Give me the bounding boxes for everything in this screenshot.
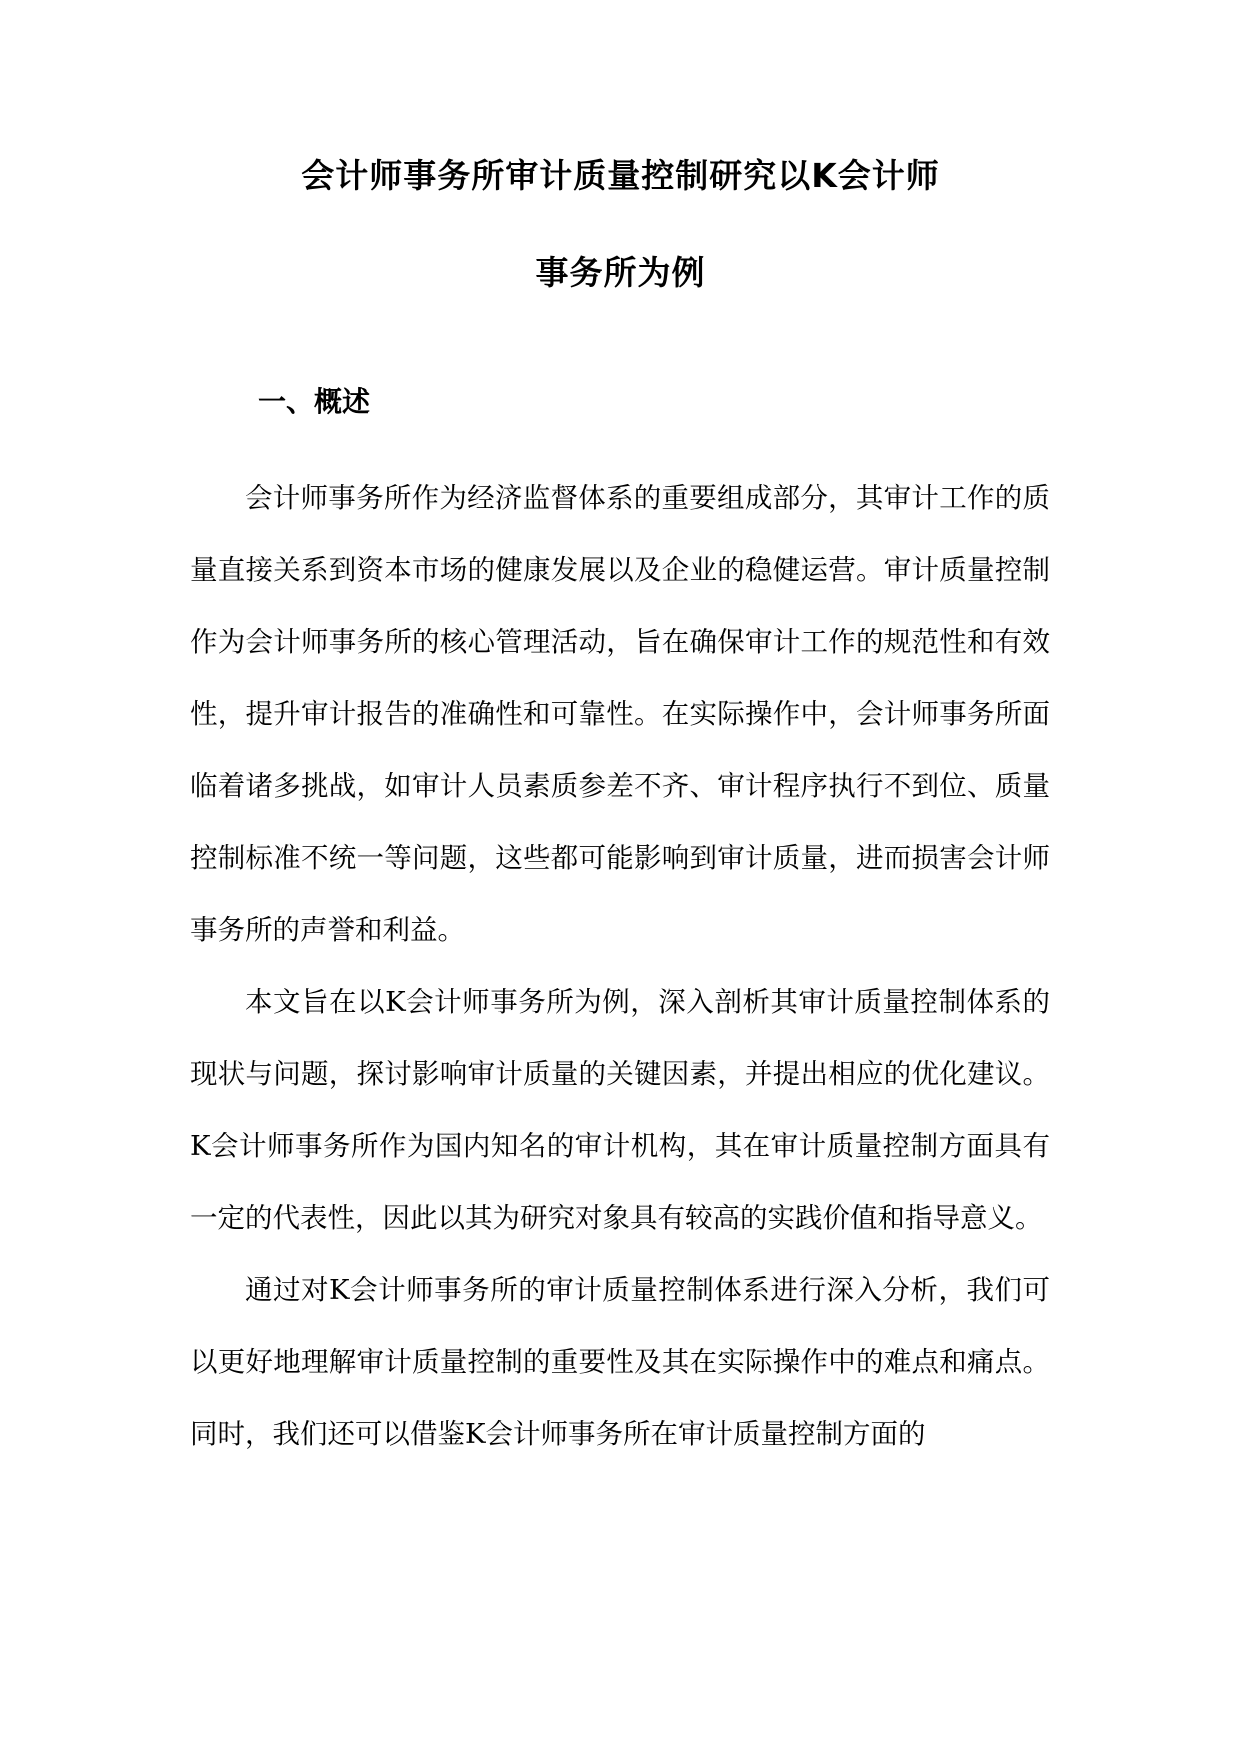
document-title-line-1: 会计师事务所审计质量控制研究以K会计师 bbox=[301, 156, 940, 195]
document-title-line-2: 事务所为例 bbox=[535, 253, 706, 292]
section-heading: 一、概述 bbox=[258, 385, 371, 418]
paragraph-1: 会计师事务所作为经济监督体系的重要组成部分，其审计工作的质量直接关系到资本市场的健康发展以及企业的稳健运营。审计质量控制作为会计师事务所的核心管理活动，旨在确保审计工作的规范性和有效性，提升审计报告的准确性和可靠性。在实际操作中，会计师事务所面临着诸多挑战，如审计人员素质参差不齐、审计程序执行不到位、质量控制标准不统一等问题，这些都可能影响到审计质量，进而损害会计师事务所的声誉和利益。 bbox=[190, 482, 1050, 946]
document-body bbox=[190, 462, 1050, 1470]
paragraph-3: 通过对K会计师事务所的审计质量控制体系进行深入分析，我们可以更好地理解审计质量控制的重要性及其在实际操作中的难点和痛点。同时，我们还可以借鉴K会计师事务所在审计质量控制方面的 bbox=[190, 1274, 1050, 1450]
paragraph-2: 本文旨在以K会计师事务所为例，深入剖析其审计质量控制体系的现状与问题，探讨影响审计质量的关键因素，并提出相应的优化建议。K会计师事务所作为国内知名的审计机构，其在审计质量控制方面具有一定的代表性，因此以其为研究对象具有较高的实践价值和指导意义。 bbox=[190, 986, 1050, 1234]
